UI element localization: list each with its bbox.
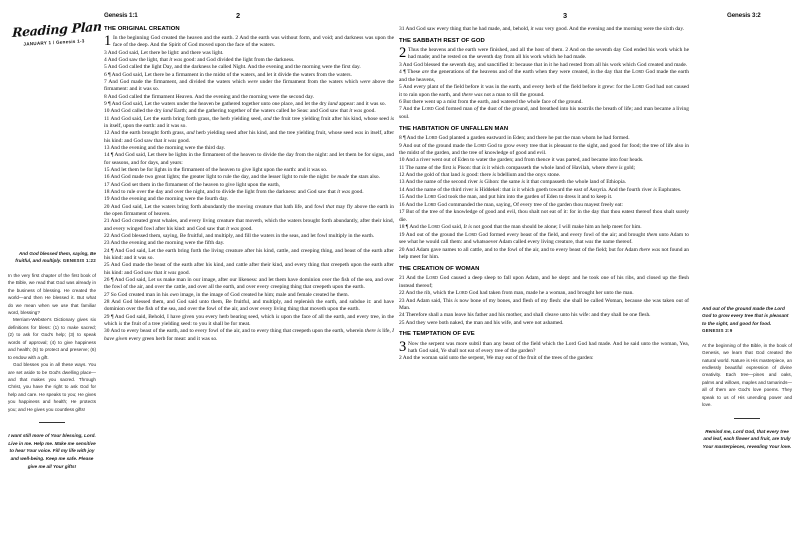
reading-plan-title: Reading Plan	[11, 18, 103, 40]
verse: 8 ¶ And the Lord God planted a garden eastward in Eden; and there he put the man whom he had formed.	[399, 134, 630, 141]
verse: 8 And God called the firmament Heaven. And the evening and the morning were the second day.	[104, 93, 315, 100]
scripture-body-right	[399, 26, 689, 363]
verse: 19 And the evening and the morning were the fourth day.	[104, 196, 229, 203]
verse: 18 And to rule over the day and over the night, and to divide the light from the darkness: and God saw that it was good.	[104, 189, 364, 196]
verse: 23 And the evening and the morning were the fifth day.	[104, 240, 225, 247]
verse: 17 And God set them in the firmament of the heaven to give light upon the earth,	[104, 181, 280, 188]
left-note-prayer: I want still more of Your blessing, Lord. Live in me. Help me. Make me sensitive to hear Your voice. Fill my life with joy and well-being. Keep me safe. Please give me all Your gifts!	[8, 433, 96, 469]
note-paragraph: In the very first chapter of the first book of the Bible, we read that God was already in the business of blessing. He created the world—and then He blessed it. But what do we mean when we use that familiar word, blessing?	[8, 272, 96, 316]
verse: 18 ¶ And the Lord God said, It is not good that the man should be alone; I will make him an help meet for him.	[399, 224, 642, 231]
verse: 5 And God called the light Day, and the darkness he called Night. And the evening and the morning were the first day.	[104, 64, 361, 71]
verse: 29 ¶ And God said, Behold, I have given you every herb bearing seed, which is upon the face of all the earth, and every tree, in the which is the fruit of a tree yielding seed: to you it shall be for meat.	[104, 313, 394, 327]
verse: 25 And they were both naked, the man and his wife, and were not ashamed.	[399, 319, 564, 326]
scripture-column-right	[399, 26, 689, 363]
right-note-prayer: Remind me, Lord God, that every tree and leaf, each flower and fruit, are truly Your masterpieces, revealing Your love.	[702, 428, 792, 449]
note-paragraph: God blesses you in all these ways. You are set aside to be God's dwelling place—and that makes you sacred. Through Christ, you have the right to ask God for help and care. He speaks to you; He gives you happiness and health; He protects you; and He gives you countless gifts!	[8, 362, 96, 412]
chapter-opening	[104, 35, 394, 50]
section-heading: THE SABBATH REST OF GOD	[399, 37, 485, 44]
verse: 11 The name of the first is Pison: that is it which compasseth the whole land of Havilah, where there is gold;	[399, 164, 636, 171]
verse: 2 And the woman said unto the serpent, We may eat of the fruit of the trees of the garden:	[399, 355, 594, 362]
section-heading: THE HABITATION OF UNFALLEN MAN	[399, 125, 509, 132]
verse: 13 And the name of the second river is Gihon: the same is it that compasseth the whole land of Ethiopia.	[399, 179, 627, 186]
verse: 30 And to every beast of the earth, and to every fowl of the air, and to every thing that creepeth upon the earth, wherein there is life, I have given every green herb for meat: and it was so.	[104, 328, 394, 342]
verse: 5 And every plant of the field before it was in the earth, and every herb of the field before it grew: for the Lord God had not caused it to rain upon the earth, and there was not a man to till the ground.	[399, 83, 689, 98]
left-note-body	[8, 272, 96, 413]
note-paragraph: Merriam-Webster's Dictionary gives six definitions for bless: (1) to make sacred; (2) to ask for God's help; (3) to speak words of approval; (4) to give happiness and health; (5) to protect and preserve; (6) to endow with a gift.	[8, 317, 96, 360]
verse: 12 And the earth brought forth grass, and herb yielding seed after his kind, and the tree yielding fruit, whose seed was in itself, after his kind: and God saw that it was good.	[104, 130, 395, 144]
section-heading: THE TEMPTATION OF EVE	[399, 331, 475, 338]
verse: 21 And the Lord God caused a deep sleep to fall upon Adam, and he slept: and he took one of his ribs, and closed up the flesh instead thereof;	[399, 275, 689, 289]
verse: 4 And God saw the light, that it was good: and God divided the light from the darkness.	[104, 57, 295, 64]
left-note-reference: GENESIS 1:22	[62, 258, 96, 264]
verse: 16 And the Lord God commanded the man, saying, Of every tree of the garden thou mayest freely eat:	[399, 201, 623, 208]
verse: 28 And God blessed them, and God said unto them, Be fruitful, and multiply, and replenish the earth, and subdue it: and have dominion over the fish of the sea, and over the fowl of the air, and over every living thing that moveth upon the earth.	[104, 298, 394, 313]
verse: 25 And God made the beast of the earth after his kind, and cattle after their kind, and every thing that creepeth upon the earth after his kind: and God saw that it was good.	[104, 262, 394, 276]
verse: 22 And the rib, which the Lord God had taken from man, made he a woman, and brought her unto the man.	[399, 290, 634, 296]
verse: 23 And Adam said, This is now bone of my bones, and flesh of my flesh: she shall be called Woman, because she was taken out of Man.	[399, 297, 689, 311]
chapter-opening	[399, 338, 689, 356]
right-note-verse	[702, 305, 792, 335]
chapter-number: 3	[399, 338, 407, 355]
section-heading: THE ORIGINAL CREATION	[104, 26, 180, 32]
verse: 7 And the Lord God formed man of the dust of the ground, and breathed into his nostrils the breath of life; and man became a living soul.	[399, 106, 689, 120]
verse: 9 ¶ And God said, Let the waters under the heaven be gathered together unto one place, and let the dry land appear: and it was so.	[104, 101, 386, 108]
divider-rule	[734, 418, 760, 419]
verse: 14 And the name of the third river is Hiddekel: that is it which goeth toward the east of Assyria. And the fourth river is Euphrates.	[399, 186, 682, 193]
verse: 20 And Adam gave names to all cattle, and to the fowl of the air, and to every beast of the field; but for Adam there was not found an help meet for him.	[399, 246, 689, 261]
verse: 19 And out of the ground the Lord God formed every beast of the field, and every fowl of the air; and brought them unto Adam to see what he would call them: and whatsoever Adam called every living creature, that was the name thereof.	[399, 231, 690, 246]
running-head-right: Genesis 3:2	[727, 12, 761, 19]
verse: 6 ¶ And God said, Let there be a firmament in the midst of the waters, and let it divide the waters from the waters.	[104, 71, 352, 78]
verse: 22 And God blessed them, saying, Be fruitful, and multiply, and fill the waters in the seas, and let fowl multiply in the earth.	[104, 232, 375, 239]
page-number-right: 3	[563, 11, 568, 20]
verse: 7 And God made the firmament, and divided the waters which were under the firmament from the waters which were above the firmament: and it was so.	[104, 79, 394, 93]
verse: 21 And God created great whales, and every living creature that moveth, which the waters brought forth abundantly, after their kind, and every winged fowl after his kind: and God saw that it was good.	[104, 218, 394, 232]
right-note-reference: GENESIS 2:9	[702, 328, 733, 334]
verse: 11 And God said, Let the earth bring forth grass, the herb yielding seed, and the fruit tree yielding fruit after his kind, whose seed is in itself, upon the earth: and it was so.	[104, 115, 394, 130]
verse: 3 And God blessed the seventh day, and sanctified it: because that in it he had rested from all his work which God created and made.	[399, 61, 688, 68]
chapter-verse-text: Now the serpent was more subtil than any beast of the field which the Lord God had made. And he said unto the woman, Yea, hath God said, Ye shall not eat of every tree of the garden?	[408, 340, 689, 354]
page-number-left: 2	[236, 11, 241, 20]
verse: 13 And the evening and the morning were the third day.	[104, 145, 226, 152]
chapter-verse-text: In the beginning God created the heaven and the earth. 2 And the earth was without form, and void; and darkness was upon the face of the deep. And the Spirit of God moved upon the face of the waters.	[113, 35, 394, 49]
section-heading: THE CREATION OF WOMAN	[399, 265, 480, 272]
verse: 10 And a river went out of Eden to water the garden; and from thence it was parted, and became into four heads.	[399, 157, 644, 164]
right-devotional-note	[702, 0, 792, 538]
chapter-number: 1	[104, 33, 112, 50]
verse: 12 And the gold of that land is good: there is bdellium and the onyx stone.	[399, 172, 561, 179]
verse: 9 And out of the ground made the Lord God to grow every tree that is pleasant to the sight, and good for food; the tree of life also in the midst of the garden, and the tree of knowledge of good and evil.	[399, 142, 689, 157]
verse: 24 ¶ And God said, Let the earth bring forth the living creature after his kind, cattle, and creeping thing, and beast of the earth after his kind: and it was so.	[104, 247, 394, 261]
verse: 15 And let them be for lights in the firmament of the heaven to give light upon the earth: and it was so.	[104, 167, 328, 174]
verse: 16 And God made two great lights; the greater light to rule the day, and the lesser light to rule the night: he made the stars also.	[104, 174, 381, 181]
scripture-body-left	[104, 35, 394, 343]
verse: 15 And the Lord God took the man, and put him into the garden of Eden to dress it and to keep it.	[399, 194, 613, 201]
note-paragraph: At the beginning of the Bible, in the book of Genesis, we learn that God created the natural world. Nature is His masterpiece, an endlessly beautiful expression of divine creativity. Each tree—pines and oaks, palms and willows, maples and tamarinds—all of them are God's love poems. They speak to us of His unending power and love.	[702, 342, 792, 408]
verse: 27 So God created man in his own image, in the image of God created he him; male and female created he them.	[104, 291, 349, 298]
verse: 31 And God saw every thing that he had made, and, behold, it was very good. And the evening and the morning were the sixth day.	[399, 26, 685, 32]
verse: 3 And God said, Let there be light: and there was light.	[104, 49, 224, 56]
verse: 14 ¶ And God said, Let there be lights in the firmament of the heaven to divide the day from the night: and let them be for signs, and for seasons, and for days, and years:	[104, 152, 394, 166]
verse: 6 But there went up a mist from the earth, and watered the whole face of the ground.	[399, 98, 583, 105]
divider-rule	[39, 422, 65, 423]
right-note-verse-text: And out of the ground made the Lord God to grow every tree that is pleasant to the sight, and good for food.	[702, 306, 789, 326]
verse: 10 And God called the dry land Earth; and the gathering together of the waters called he Seas: and God saw that it was good.	[104, 108, 376, 115]
reading-plan-subtitle: JANUARY 1 / Genesis 1-3	[23, 38, 85, 47]
verse: 20 And God said, Let the waters bring forth abundantly the moving creature that hath life, and fowl that may fly above the earth in the open firmament of heaven.	[104, 203, 394, 217]
scripture-column-left	[104, 26, 394, 343]
verse: 17 But of the tree of the knowledge of good and evil, thou shalt not eat of it: for in the day that thou eatest thereof thou shalt surely die.	[399, 209, 689, 223]
right-note-body	[702, 342, 792, 409]
chapter-verse-text: Thus the heavens and the earth were finished, and all the host of them. 2 And on the seventh day God ended his work which he had made; and he rested on the seventh day from all his work which he had made.	[408, 46, 689, 61]
left-note-verse-text: And God blessed them, saying, Be fruitful, and multiply.	[15, 251, 96, 264]
verse: 4 ¶ These are the generations of the heavens and of the earth when they were created, in the day that the Lord God made the earth and the heavens,	[399, 68, 689, 83]
left-devotional-note	[8, 0, 103, 538]
verse: 26 ¶ And God said, Let us make man in our image, after our likeness: and let them have dominion over the fish of the sea, and over the fowl of the air, and over the cattle, and over all the earth, and over every creeping thing that creepeth upon the earth.	[104, 276, 394, 291]
chapter-number: 2	[399, 44, 407, 61]
running-head-left: Genesis 1:1	[104, 12, 138, 19]
verse: 24 Therefore shall a man leave his father and his mother, and shall cleave unto his wife: and they shall be one flesh.	[399, 312, 651, 319]
left-note-verse	[8, 250, 96, 265]
chapter-opening	[399, 44, 689, 62]
